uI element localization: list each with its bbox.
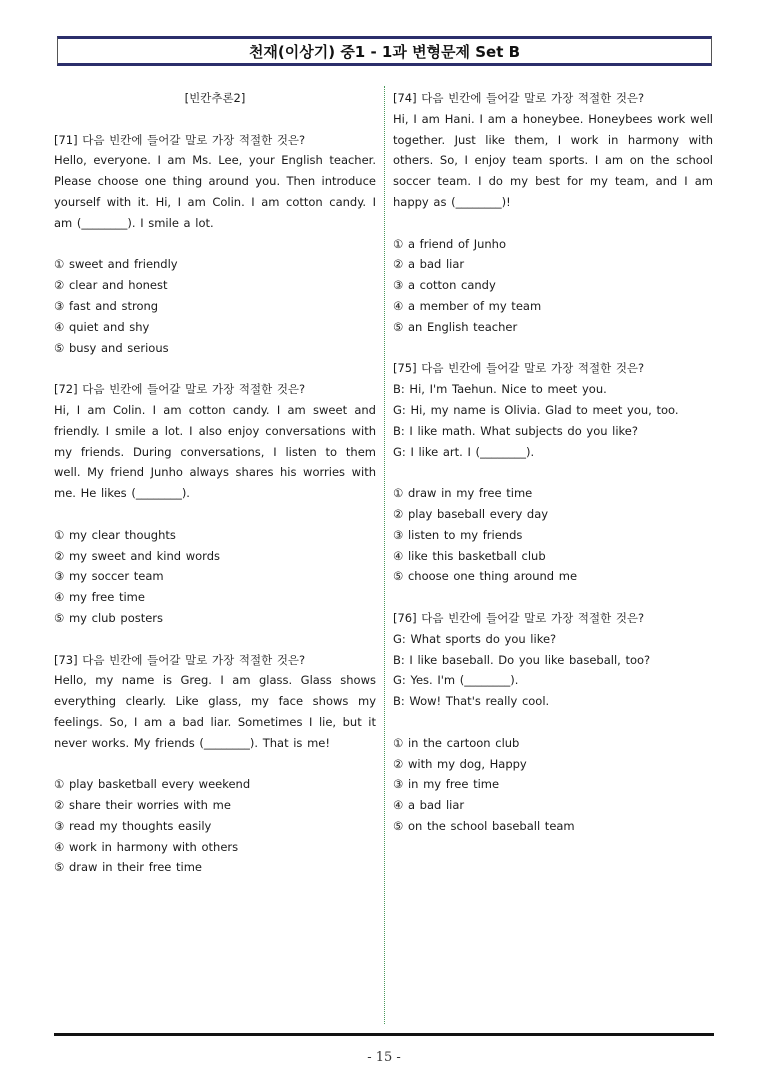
choice-item[interactable]: ④ a member of my team — [393, 298, 542, 313]
choice-list — [54, 254, 376, 358]
choice-list — [393, 234, 713, 338]
choice-item[interactable]: ② a bad liar — [393, 257, 465, 272]
choice-item[interactable]: ⑤ my club posters — [54, 610, 164, 625]
choice-item[interactable]: ② share their worries with me — [54, 798, 231, 813]
page-number: - 15 - — [367, 1050, 401, 1065]
choice-item[interactable]: ② my sweet and kind words — [54, 548, 220, 563]
choice-list — [54, 525, 376, 629]
choice-item[interactable]: ⑤ choose one thing around me — [393, 569, 578, 584]
dialog-line: B: I like baseball. Do you like baseball, too? — [393, 652, 651, 667]
choice-item[interactable]: ③ my soccer team — [54, 569, 164, 584]
section-label: [빈칸추론2] — [184, 91, 246, 105]
column-divider — [384, 86, 385, 1024]
left-column — [54, 88, 376, 878]
question-heading: [72] 다음 빈칸에 들어갈 말로 가장 적절한 것은? — [54, 382, 306, 397]
choice-list — [393, 733, 713, 837]
dialog — [393, 629, 713, 712]
choice-item[interactable]: ⑤ an English teacher — [393, 319, 518, 334]
choice-item[interactable]: ③ fast and strong — [54, 298, 159, 313]
dialog-line: B: Wow! That's really cool. — [393, 694, 550, 709]
choice-list — [393, 483, 713, 587]
choice-item[interactable]: ① draw in my free time — [393, 486, 533, 501]
choice-item[interactable]: ③ read my thoughts easily — [54, 818, 212, 833]
choice-item[interactable]: ① in the cartoon club — [393, 735, 520, 750]
dialog-line: G: Hi, my name is Olivia. Glad to meet you, too. — [393, 402, 679, 417]
question-71 — [54, 130, 376, 359]
choice-item[interactable]: ② with my dog, Happy — [393, 756, 527, 771]
choice-item[interactable]: ④ a bad liar — [393, 798, 465, 813]
question-passage: Hi, I am Colin. I am cotton candy. I am sweet and friendly. I smile a lot. I also enjoy conversations with my friends. During conversations, I listen to them well. My friend Junho always shares his worries with me. He likes (________). — [54, 402, 376, 501]
question-heading: [74] 다음 빈칸에 들어갈 말로 가장 적절한 것은? — [393, 91, 645, 105]
choice-item[interactable]: ① my clear thoughts — [54, 527, 176, 542]
question-passage: Hi, I am Hani. I am a honeybee. Honeybees work well together. Just like them, I work in harmony with others. So, I enjoy team sports. I am on the school soccer team. I do my best for my team, and I am happy as (________)! — [393, 111, 713, 209]
dialog-line: B: Hi, I'm Taehun. Nice to meet you. — [393, 382, 607, 397]
dialog-line: B: I like math. What subjects do you like? — [393, 423, 638, 438]
dialog — [393, 379, 713, 462]
question-73 — [54, 650, 376, 879]
question-passage: Hello, my name is Greg. I am glass. Glass shows everything clearly. Like glass, my face shows my feelings. So, I am a bad liar. Sometimes I lie, but it never works. My friends (________). That is me! — [54, 673, 376, 750]
question-heading: [75] 다음 빈칸에 들어갈 말로 가장 적절한 것은? — [393, 361, 645, 376]
footer-rule — [54, 1033, 714, 1036]
choice-item[interactable]: ⑤ on the school baseball team — [393, 818, 575, 833]
dialog-line: G: What sports do you like? — [393, 631, 557, 646]
question-74 — [393, 88, 713, 338]
choice-item[interactable]: ② play baseball every day — [393, 506, 549, 521]
choice-item[interactable]: ② clear and honest — [54, 278, 168, 293]
question-76 — [393, 608, 713, 837]
right-column — [393, 88, 713, 837]
choice-item[interactable]: ③ a cotton candy — [393, 278, 496, 293]
choice-item[interactable]: ① sweet and friendly — [54, 257, 178, 272]
choice-item[interactable]: ④ quiet and shy — [54, 319, 150, 334]
page-title: 천재(이상기) 중1 - 1과 변형문제 Set B — [57, 36, 712, 66]
choice-item[interactable]: ① play basketball every weekend — [54, 777, 251, 792]
choice-item[interactable]: ④ like this basketball club — [393, 548, 546, 563]
choice-item[interactable]: ③ in my free time — [393, 777, 500, 792]
question-heading: [71] 다음 빈칸에 들어갈 말로 가장 적절한 것은? — [54, 132, 306, 147]
choice-item[interactable]: ③ listen to my friends — [393, 527, 523, 542]
choice-item[interactable]: ⑤ busy and serious — [54, 340, 169, 355]
choice-list — [54, 774, 376, 878]
question-heading: [76] 다음 빈칸에 들어갈 말로 가장 적절한 것은? — [393, 610, 645, 625]
choice-item[interactable]: ④ work in harmony with others — [54, 839, 239, 854]
question-75 — [393, 358, 713, 587]
choice-item[interactable]: ⑤ draw in their free time — [54, 860, 203, 875]
question-passage: Hello, everyone. I am Ms. Lee, your English teacher. Please choose one thing around you. Then introduce yourself with it. Hi, I am Colin. I am cotton candy. I am (________). I smile a lot. — [54, 153, 376, 230]
choice-item[interactable]: ④ my free time — [54, 590, 145, 605]
dialog-line: G: I like art. I (________). — [393, 444, 535, 459]
question-72 — [54, 379, 376, 629]
question-heading: [73] 다음 빈칸에 들어갈 말로 가장 적절한 것은? — [54, 652, 306, 667]
choice-item[interactable]: ① a friend of Junho — [393, 236, 506, 251]
dialog-line: G: Yes. I'm (________). — [393, 673, 519, 688]
